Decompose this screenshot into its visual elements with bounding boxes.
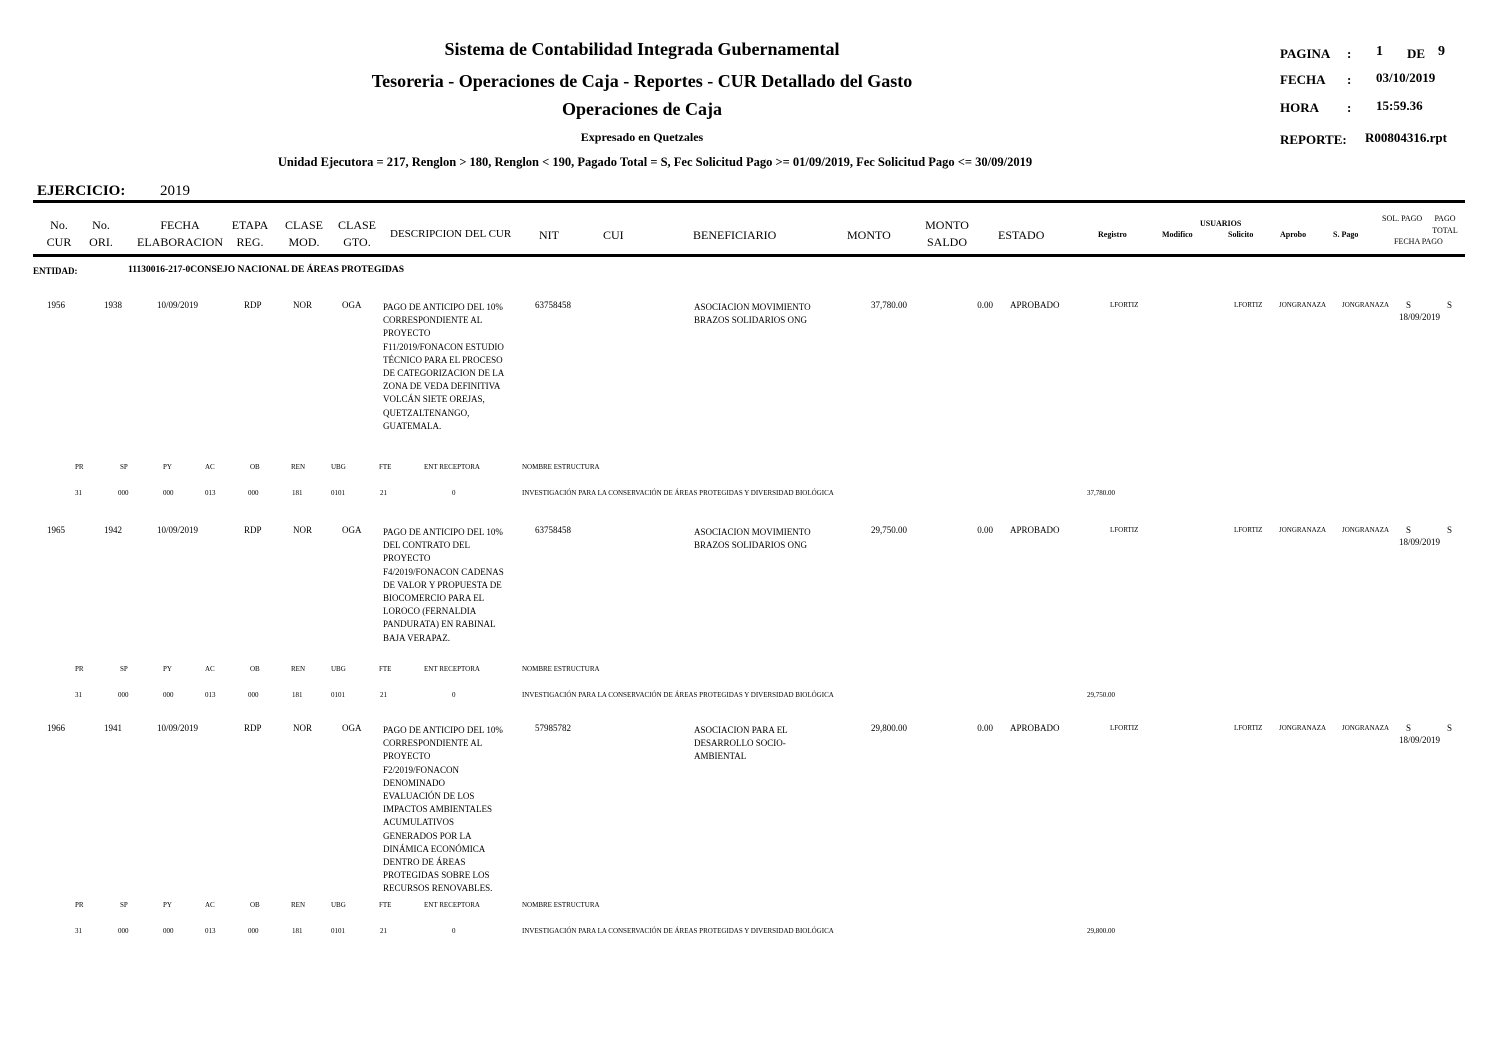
estado: APROBADO	[1010, 723, 1060, 733]
detail-ren: 181	[292, 691, 303, 699]
detail-ob: 000	[248, 691, 259, 699]
fecha-elaboracion: 10/09/2019	[157, 300, 199, 310]
detail-ent: 0	[452, 489, 456, 497]
col-etapa: ETAPA REG.	[231, 218, 269, 249]
col-pago-total: PAGO TOTAL	[1432, 214, 1458, 235]
detail-ob: 000	[248, 489, 259, 497]
sol-pago: S	[1406, 525, 1412, 535]
col-registro: Registro	[1098, 230, 1127, 239]
col-estado: ESTADO	[998, 228, 1045, 242]
detail-ubg: 0101	[331, 489, 345, 497]
fecha-sep: :	[1347, 72, 1352, 87]
sub-col-nombre-estructura: NOMBRE ESTRUCTURA	[522, 665, 600, 673]
sub-col-ac: AC	[205, 665, 215, 673]
col-aprobo: Aprobo	[1280, 230, 1307, 239]
header-bottom-rule	[33, 254, 1465, 257]
detail-fte: 21	[380, 927, 387, 935]
detail-ubg: 0101	[331, 691, 345, 699]
detail-ubg: 0101	[331, 927, 345, 935]
report-subtitle: Tesoreria - Operaciones de Caja - Reportes - CUR Detallado del Gasto	[371, 71, 913, 91]
sub-col-sp: SP	[120, 665, 128, 673]
reporte-value: R00804316.rpt	[1365, 130, 1447, 145]
descripcion-cur: PAGO DE ANTICIPO DEL 10% DEL CONTRATO DEL PROYECTO F4/2019/FONACON CADENAS DE VALOR Y PROPUESTA DE BIOCOMERCIO PARA EL LOROCO (FERNALDIA PANDURATA) EN RABINAL BAJA VERAPAZ.	[383, 527, 504, 643]
sub-col-ren: REN	[291, 901, 305, 909]
report-filter: Unidad Ejecutora = 217, Renglon > 180, Renglon < 190, Pagado Total = S, Fec Solicitud Pago >= 01/09/2019, Fec Solicitud Pago <= 30/09/2019	[277, 155, 1033, 169]
sub-col-ent-receptora: ENT RECEPTORA	[424, 901, 480, 909]
descripcion-cur: PAGO DE ANTICIPO DEL 10% CORRESPONDIENTE AL PROYECTO F2/2019/FONACON DENOMINADO EVALUACIÓN DE LOS IMPACTOS AMBIENTALES ACUMULATIVOS GENERADOS POR LA DINÁMICA ECONÓMICA DENTRO DE ÁREAS PROTEGIDAS SOBRE LOS RECURSOS RENOVABLES.	[383, 725, 503, 894]
col-solicito: Solicito	[1228, 230, 1254, 239]
fecha-pago: 18/09/2019	[1399, 312, 1441, 322]
sub-col-py: PY	[163, 665, 172, 673]
sub-col-ob: OB	[250, 901, 260, 909]
usuario-aprobo: JONGRANAZA	[1279, 301, 1327, 309]
entidad-label: ENTIDAD:	[33, 266, 78, 276]
usuario-aprobo: JONGRANAZA	[1279, 526, 1327, 534]
beneficiario: ASOCIACION PARA EL DESARROLLO SOCIO-AMBIENTAL	[694, 725, 788, 761]
cur-number: 1965	[47, 525, 65, 535]
detail-py: 000	[163, 489, 174, 497]
col-monto-saldo: MONTO SALDO	[925, 218, 969, 249]
hora-value: 15:59.36	[1376, 98, 1423, 113]
pago-total: S	[1447, 723, 1453, 733]
nit: 63758458	[535, 525, 571, 535]
reporte-label: REPORTE:	[1280, 132, 1347, 147]
etapa-reg: RDP	[244, 525, 262, 535]
sub-col-ob: OB	[250, 665, 260, 673]
fecha-elaboracion: 10/09/2019	[157, 723, 199, 733]
fecha-pago: 18/09/2019	[1399, 537, 1441, 547]
clase-mod: NOR	[293, 525, 313, 535]
detail-ac: 013	[205, 927, 216, 935]
clase-gto: OGA	[342, 723, 362, 733]
sub-col-ubg: UBG	[331, 463, 346, 471]
sub-col-py: PY	[163, 901, 172, 909]
detail-ent: 0	[452, 927, 456, 935]
detail-ren: 181	[292, 927, 303, 935]
fecha-pago: 18/09/2019	[1399, 735, 1441, 745]
monto: 37,780.00	[871, 300, 907, 310]
usuario-aprobo: JONGRANAZA	[1279, 724, 1327, 732]
col-fecha-pago: FECHA PAGO	[1394, 237, 1443, 246]
pagina-value: 1	[1376, 44, 1383, 59]
monto-saldo: 0.00	[977, 300, 993, 310]
pago-total: S	[1447, 525, 1453, 535]
detail-pr: 31	[75, 489, 82, 497]
col-sol-pago: SOL. PAGO	[1382, 214, 1423, 223]
sub-col-fte: FTE	[379, 665, 392, 673]
beneficiario: ASOCIACION MOVIMIENTO BRAZOS SOLIDARIOS ONG	[694, 527, 811, 550]
col-modifico: Modifico	[1162, 230, 1193, 239]
header-top-rule	[33, 200, 1465, 203]
estado: APROBADO	[1010, 300, 1060, 310]
detail-fte: 21	[380, 489, 387, 497]
clase-mod: NOR	[293, 723, 313, 733]
sub-col-pr: PR	[75, 901, 84, 909]
clase-gto: OGA	[342, 525, 362, 535]
entidad-value: 11130016-217-0CONSEJO NACIONAL DE ÁREAS PROTEGIDAS	[128, 265, 405, 275]
detail-sp: 000	[118, 489, 129, 497]
monto: 29,800.00	[871, 723, 907, 733]
col-no-cur: No. CUR	[46, 218, 72, 249]
sub-col-ent-receptora: ENT RECEPTORA	[424, 463, 480, 471]
usuario-s-pago: JONGRANAZA	[1342, 526, 1390, 534]
detail-ac: 013	[205, 489, 216, 497]
col-descripcion: DESCRIPCION DEL CUR	[390, 228, 512, 240]
detail-nombre-estructura: INVESTIGACIÓN PARA LA CONSERVACIÓN DE ÁREAS PROTEGIDAS Y DIVERSIDAD BIOLÓGICA	[522, 927, 834, 935]
nit: 63758458	[535, 300, 571, 310]
clase-gto: OGA	[342, 300, 362, 310]
usuario-solicito: LFORTIZ	[1234, 526, 1263, 534]
beneficiario: ASOCIACION MOVIMIENTO BRAZOS SOLIDARIOS ONG	[694, 302, 811, 325]
estado: APROBADO	[1010, 525, 1060, 535]
sub-col-ob: OB	[250, 463, 260, 471]
detail-nombre-estructura: INVESTIGACIÓN PARA LA CONSERVACIÓN DE ÁREAS PROTEGIDAS Y DIVERSIDAD BIOLÓGICA	[522, 489, 834, 497]
sol-pago: S	[1406, 723, 1412, 733]
usuario-solicito: LFORTIZ	[1234, 301, 1263, 309]
col-usuarios: USUARIOS	[1200, 219, 1242, 228]
col-clase-gto: CLASE GTO.	[337, 218, 376, 249]
usuario-registro: LFORTIZ	[1110, 301, 1139, 309]
ejercicio-label: EJERCICIO:	[37, 183, 126, 199]
detail-nombre-estructura: INVESTIGACIÓN PARA LA CONSERVACIÓN DE ÁREAS PROTEGIDAS Y DIVERSIDAD BIOLÓGICA	[522, 691, 834, 699]
col-cui: CUI	[603, 228, 624, 242]
col-monto: MONTO	[847, 228, 891, 242]
sub-col-fte: FTE	[379, 901, 392, 909]
detail-fte: 21	[380, 691, 387, 699]
currency-note: Expresado en Quetzales	[580, 130, 704, 144]
descripcion-cur: PAGO DE ANTICIPO DEL 10% CORRESPONDIENTE AL PROYECTO F11/2019/FONACON ESTUDIO TÉCNICO PARA EL PROCESO DE CATEGORIZACION DE LA ZONA DE VEDA DEFINITIVA VOLCÁN SIETE OREJAS, QUETZALTENANGO, GUATEMALA.	[383, 302, 504, 431]
col-clase-mod: CLASE MOD.	[284, 218, 323, 249]
etapa-reg: RDP	[244, 723, 262, 733]
pagina-label: PAGINA	[1280, 46, 1331, 61]
sub-col-nombre-estructura: NOMBRE ESTRUCTURA	[522, 901, 600, 909]
usuario-registro: LFORTIZ	[1110, 526, 1139, 534]
ori-number: 1941	[104, 723, 122, 733]
sub-col-ren: REN	[291, 665, 305, 673]
usuario-solicito: LFORTIZ	[1234, 724, 1263, 732]
col-s-pago: S. Pago	[1333, 230, 1359, 239]
detail-py: 000	[163, 927, 174, 935]
sub-col-pr: PR	[75, 463, 84, 471]
sub-col-sp: SP	[120, 463, 128, 471]
de-label: DE	[1407, 46, 1426, 61]
hora-sep: :	[1347, 100, 1352, 115]
usuario-registro: LFORTIZ	[1110, 724, 1139, 732]
sub-col-pr: PR	[75, 665, 84, 673]
ori-number: 1942	[104, 525, 122, 535]
nit: 57985782	[535, 723, 571, 733]
sub-col-ac: AC	[205, 901, 215, 909]
sub-col-fte: FTE	[379, 463, 392, 471]
col-fecha: FECHA ELABORACION	[137, 218, 223, 249]
detail-sp: 000	[118, 927, 129, 935]
col-beneficiario: BENEFICIARIO	[693, 228, 777, 242]
clase-mod: NOR	[293, 300, 313, 310]
sub-col-sp: SP	[120, 901, 128, 909]
sub-col-ac: AC	[205, 463, 215, 471]
cur-number: 1966	[47, 723, 65, 733]
sub-col-ren: REN	[291, 463, 305, 471]
pago-total: S	[1447, 300, 1453, 310]
monto-saldo: 0.00	[977, 723, 993, 733]
sub-col-ubg: UBG	[331, 901, 346, 909]
sub-col-nombre-estructura: NOMBRE ESTRUCTURA	[522, 463, 600, 471]
detail-py: 000	[163, 691, 174, 699]
hora-label: HORA	[1280, 100, 1319, 115]
detail-ent: 0	[452, 691, 456, 699]
sol-pago: S	[1406, 300, 1412, 310]
detail-monto: 29,750.00	[1087, 691, 1115, 699]
sub-col-py: PY	[163, 463, 172, 471]
monto: 29,750.00	[871, 525, 907, 535]
ejercicio-value: 2019	[160, 183, 190, 199]
col-no-ori: No. ORI.	[89, 218, 113, 249]
detail-ob: 000	[248, 927, 259, 935]
sub-col-ent-receptora: ENT RECEPTORA	[424, 665, 480, 673]
detail-monto: 37,780.00	[1087, 489, 1115, 497]
detail-monto: 29,800.00	[1087, 927, 1115, 935]
cur-number: 1956	[47, 300, 65, 310]
pagina-sep: :	[1347, 46, 1352, 61]
detail-ac: 013	[205, 691, 216, 699]
report-title: Sistema de Contabilidad Integrada Gubernamental	[444, 39, 840, 59]
col-nit: NIT	[539, 228, 559, 242]
etapa-reg: RDP	[244, 300, 262, 310]
usuario-s-pago: JONGRANAZA	[1342, 724, 1390, 732]
fecha-label: FECHA	[1280, 72, 1326, 87]
fecha-value: 03/10/2019	[1376, 70, 1436, 85]
sub-col-ubg: UBG	[331, 665, 346, 673]
detail-pr: 31	[75, 691, 82, 699]
usuario-s-pago: JONGRANAZA	[1342, 301, 1390, 309]
de-value: 9	[1438, 44, 1445, 59]
detail-ren: 181	[292, 489, 303, 497]
ori-number: 1938	[104, 300, 122, 310]
monto-saldo: 0.00	[977, 525, 993, 535]
report-section: Operaciones de Caja	[562, 99, 722, 119]
detail-pr: 31	[75, 927, 82, 935]
detail-sp: 000	[118, 691, 129, 699]
fecha-elaboracion: 10/09/2019	[157, 525, 199, 535]
